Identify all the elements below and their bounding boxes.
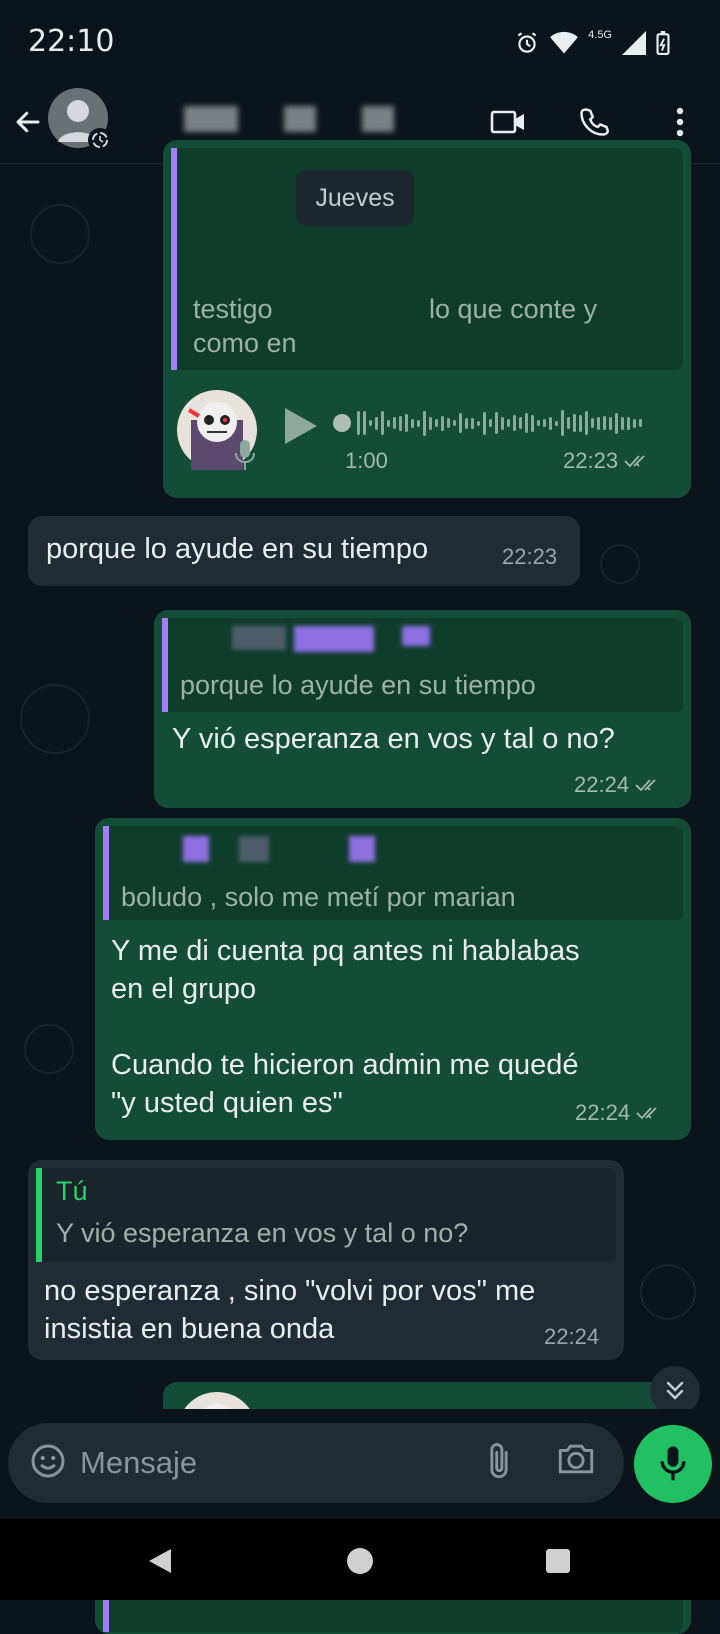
voice-duration: 1:00: [345, 448, 388, 473]
waveform-bar: [375, 417, 378, 430]
quoted-message[interactable]: [162, 618, 683, 712]
message-bubble-incoming[interactable]: [28, 1160, 624, 1360]
quote-text: boludo , solo me metí por marian: [121, 882, 516, 912]
message-time: 22:24: [575, 1100, 662, 1126]
waveform-bar: [441, 416, 444, 431]
waveform-bar: [555, 421, 558, 426]
waveform-bar: [477, 421, 480, 426]
nav-back-icon: [147, 1547, 173, 1575]
message-time: 22:23: [563, 448, 650, 474]
nav-back-button[interactable]: [136, 1537, 184, 1585]
waveform-bar: [363, 411, 366, 435]
camera-icon: [556, 1441, 596, 1477]
message-time: 22:24: [544, 1324, 600, 1349]
waveform-bar: [603, 416, 606, 430]
waveform-bar: [573, 414, 576, 432]
emoji-button[interactable]: [30, 1443, 70, 1483]
waveform-bar: [423, 411, 426, 436]
message-text: Y vió esperanza en vos y tal o no?: [172, 723, 615, 755]
wallpaper-doodle: [600, 544, 640, 584]
waveform-bar: [471, 418, 474, 429]
message-bubble-incoming[interactable]: [28, 516, 580, 586]
waveform-bar: [567, 417, 570, 429]
read-receipt-icon: [635, 778, 661, 792]
paperclip-icon: [484, 1441, 514, 1481]
video-call-icon: [490, 108, 526, 136]
input-pill: [8, 1423, 624, 1503]
chat-area[interactable]: [0, 164, 720, 1409]
battery-icon: [656, 31, 670, 55]
contact-name-redacted[interactable]: [184, 106, 394, 132]
quote-author-redacted: [183, 836, 375, 862]
waveform-bar: [459, 413, 462, 433]
waveform-bar: [537, 420, 540, 426]
message-bubble-outgoing[interactable]: [163, 140, 691, 498]
quote-text: testigo: [193, 294, 273, 324]
message-text: Y me di cuenta pq antes ni hablabas en el grupo Cuando te hicieron admin me quedé "y usted quien es": [111, 935, 580, 1119]
waveform-bar: [579, 415, 582, 432]
waveform-bar: [369, 420, 372, 426]
more-vert-icon: [676, 107, 684, 137]
waveform-bar: [393, 417, 396, 429]
quote-text: Y vió esperanza en vos y tal o no?: [56, 1218, 469, 1248]
quote-text: lo que conte y: [429, 294, 598, 324]
message-text: no esperanza , sino "volvi por vos" me insistia en buena onda: [44, 1275, 536, 1345]
waveform-bar: [633, 419, 636, 428]
waveform-bar: [483, 412, 486, 435]
nav-recents-button[interactable]: [534, 1537, 582, 1585]
redaction-block: [184, 106, 238, 132]
waveform-bar: [585, 411, 588, 435]
voice-progress-dot[interactable]: [333, 414, 351, 432]
read-receipt-icon: [624, 454, 650, 468]
play-icon[interactable]: [283, 406, 319, 446]
waveform-bar: [519, 417, 522, 429]
attach-button[interactable]: [484, 1441, 524, 1485]
voice-call-button[interactable]: [574, 100, 614, 144]
status-ring-icon: [88, 128, 112, 152]
waveform-bar: [357, 411, 360, 435]
waveform-bar: [639, 419, 642, 427]
waveform-bar: [405, 414, 408, 432]
waveform-bar: [417, 420, 420, 427]
system-navigation-bar: [0, 1519, 720, 1600]
waveform-bar: [531, 415, 534, 432]
waveform-bar: [561, 410, 564, 436]
nav-home-button[interactable]: [336, 1537, 384, 1585]
waveform-bar: [381, 411, 384, 435]
wifi-icon: [550, 31, 578, 55]
redaction-block: [362, 106, 394, 132]
quote-text: como en: [193, 328, 297, 358]
message-text: porque lo ayude en su tiempo: [46, 533, 429, 565]
wallpaper-doodle: [30, 204, 90, 264]
waveform-bar: [513, 415, 516, 431]
status-time: 22:10: [28, 24, 115, 59]
waveform-bar: [435, 419, 438, 427]
wallpaper-doodle: [24, 1024, 74, 1074]
waveform-bar: [525, 413, 528, 433]
nav-home-icon: [346, 1547, 374, 1575]
waveform-bar: [465, 418, 468, 429]
waveform-bar: [615, 413, 618, 434]
quoted-message[interactable]: [36, 1168, 616, 1262]
voice-waveform[interactable]: [357, 408, 657, 438]
message-input[interactable]: [80, 1433, 460, 1493]
more-options-button[interactable]: [660, 100, 700, 144]
quoted-message[interactable]: [103, 826, 683, 920]
quote-author: Tú: [56, 1176, 88, 1206]
waveform-bar: [447, 418, 450, 428]
waveform-bar: [507, 419, 510, 427]
mic-badge-icon: [235, 440, 255, 472]
voice-record-button[interactable]: [634, 1425, 712, 1503]
waveform-bar: [549, 417, 552, 430]
redaction-block: [284, 106, 316, 132]
quote-author-redacted: [232, 626, 430, 652]
camera-button[interactable]: [556, 1441, 600, 1485]
status-icons: [514, 30, 670, 56]
wallpaper-doodle: [640, 1264, 696, 1320]
waveform-bar: [621, 417, 624, 430]
waveform-bar: [495, 412, 498, 434]
double-chevron-down-icon: [664, 1380, 686, 1402]
waveform-bar: [501, 417, 504, 430]
message-time: 22:23: [502, 544, 558, 569]
phone-call-icon: [579, 107, 609, 137]
waveform-bar: [609, 417, 612, 430]
status-bar: [0, 0, 720, 82]
quoted-message[interactable]: [171, 148, 683, 370]
emoji-icon: [30, 1443, 66, 1479]
network-type-label: 4.5G: [588, 29, 612, 41]
read-receipt-icon: [636, 1106, 662, 1120]
message-composer: [0, 1409, 720, 1519]
wallpaper-doodle: [20, 684, 90, 754]
quote-text: porque lo ayude en su tiempo: [180, 670, 536, 700]
nav-recents-icon: [545, 1548, 571, 1574]
waveform-bar: [453, 420, 456, 426]
waveform-bar: [597, 417, 600, 430]
date-chip: Jueves: [296, 170, 414, 226]
header-actions: [488, 100, 700, 144]
back-arrow-icon: [13, 107, 43, 137]
microphone-icon: [658, 1445, 688, 1483]
waveform-bar: [591, 418, 594, 428]
waveform-bar: [387, 420, 390, 427]
waveform-bar: [543, 419, 546, 427]
waveform-bar: [399, 416, 402, 431]
waveform-bar: [429, 417, 432, 430]
message-time: 22:24: [574, 772, 661, 798]
alarm-icon: [514, 30, 540, 56]
waveform-bar: [489, 419, 492, 427]
waveform-bar: [627, 417, 630, 430]
video-call-button[interactable]: [488, 100, 528, 144]
signal-icon: [622, 31, 646, 55]
message-bubble-outgoing[interactable]: [95, 818, 691, 1140]
waveform-bar: [411, 419, 414, 428]
back-button[interactable]: [10, 100, 46, 144]
message-bubble-outgoing[interactable]: [154, 610, 691, 808]
